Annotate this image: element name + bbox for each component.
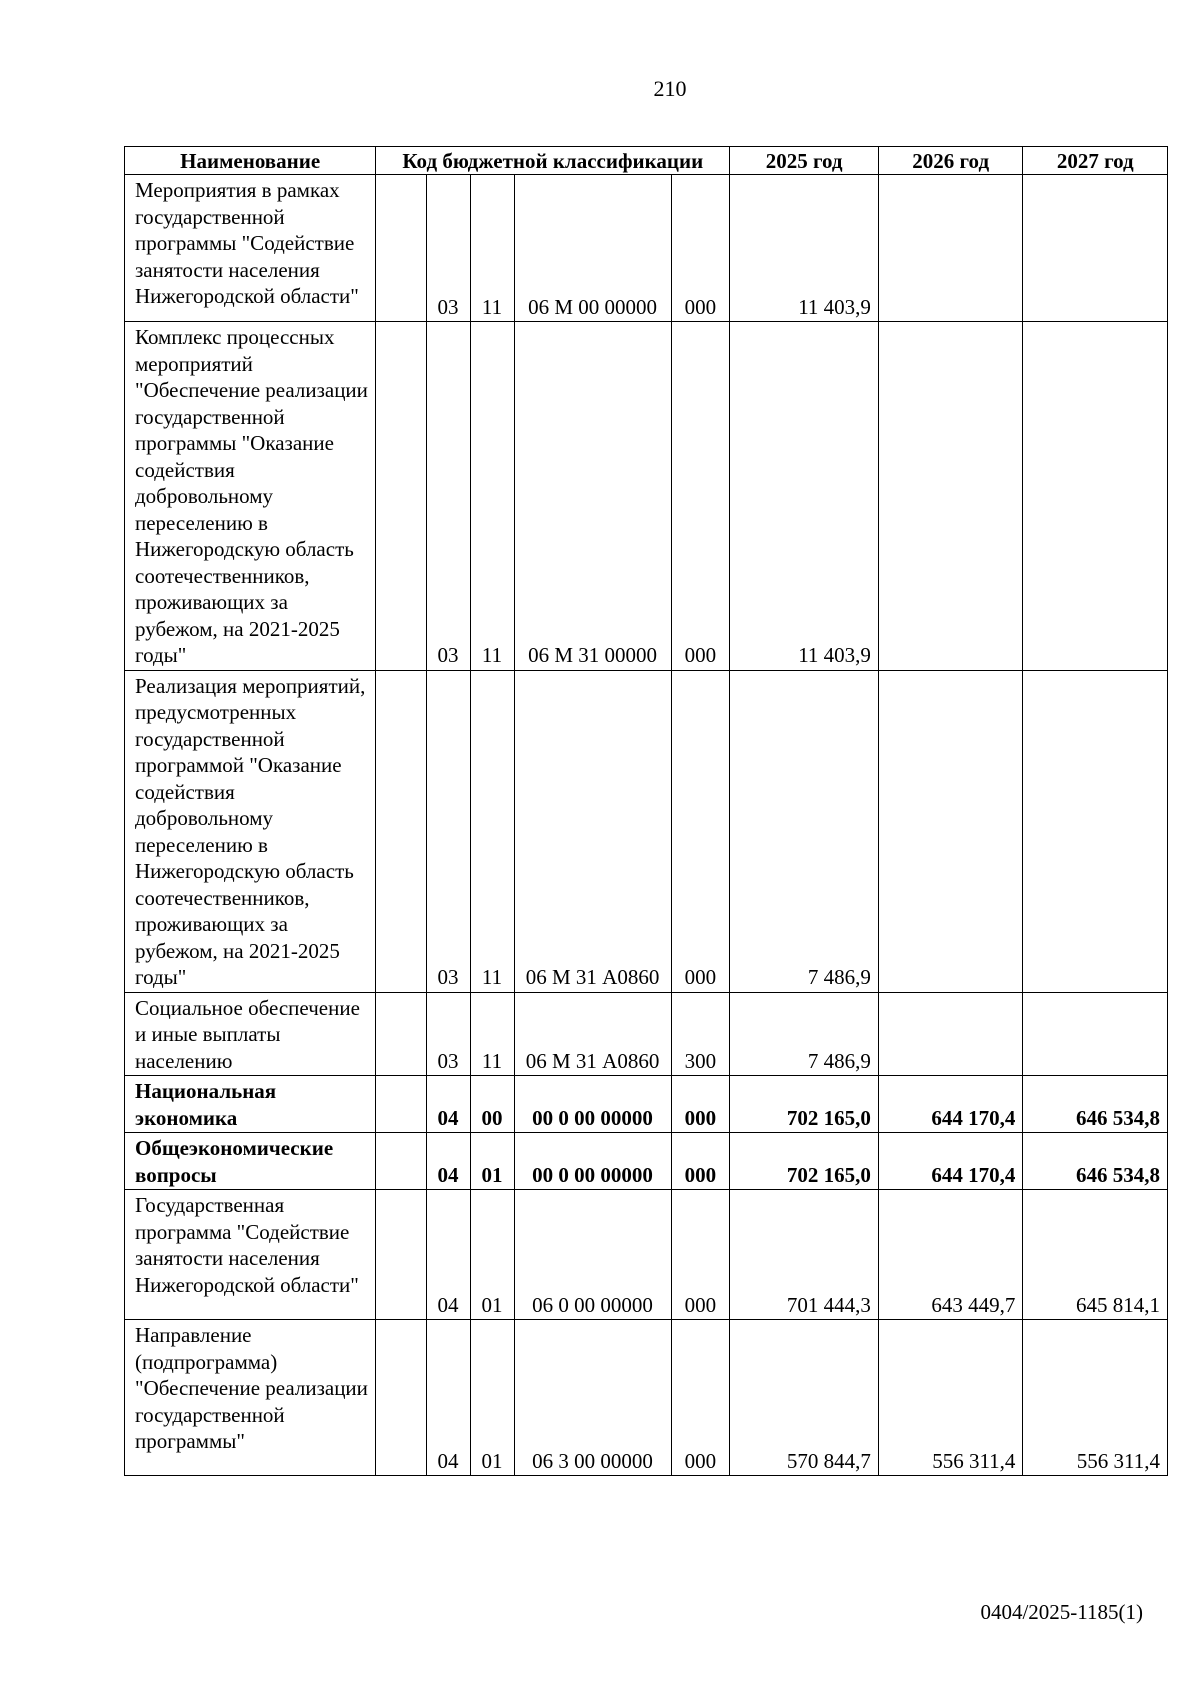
row-subsection: 01 [470, 1133, 514, 1190]
row-2025: 11 403,9 [730, 175, 879, 322]
row-section: 03 [426, 322, 470, 671]
row-target: 06 М 31 00000 [514, 322, 671, 671]
row-target: 00 0 00 00000 [514, 1133, 671, 1190]
table-row [125, 1076, 1168, 1133]
row-2025: 7 486,9 [730, 992, 879, 1076]
table-row [125, 670, 1168, 992]
row-subsection: 11 [470, 670, 514, 992]
row-section: 04 [426, 1133, 470, 1190]
row-subsection: 11 [470, 992, 514, 1076]
header-2027: 2027 год [1023, 147, 1168, 175]
row-2027 [1023, 322, 1168, 671]
header-code: Код бюджетной классификации [376, 147, 730, 175]
row-expense-type: 000 [671, 1076, 730, 1133]
row-2027: 646 534,8 [1023, 1076, 1168, 1133]
row-target: 06 3 00 00000 [514, 1320, 671, 1476]
row-target: 06 0 00 00000 [514, 1190, 671, 1320]
row-2027: 646 534,8 [1023, 1133, 1168, 1190]
row-expense-type: 000 [671, 670, 730, 992]
row-expense-type: 000 [671, 175, 730, 322]
row-2025: 7 486,9 [730, 670, 879, 992]
header-2026: 2026 год [878, 147, 1023, 175]
row-blank [376, 1133, 426, 1190]
row-2026: 644 170,4 [878, 1076, 1023, 1133]
table-row [125, 1320, 1168, 1476]
row-2027 [1023, 670, 1168, 992]
row-2025: 702 165,0 [730, 1076, 879, 1133]
row-blank [376, 175, 426, 322]
row-section: 03 [426, 175, 470, 322]
row-section: 04 [426, 1076, 470, 1133]
row-name: Государственная программа "Содействие занятости населения Нижегородской области" [125, 1190, 376, 1320]
document-code: 0404/2025-1185(1) [980, 1600, 1143, 1624]
row-name: Национальная экономика [125, 1076, 376, 1133]
table-row [125, 1133, 1168, 1190]
table-row [125, 175, 1168, 322]
row-2026 [878, 322, 1023, 671]
row-2026: 643 449,7 [878, 1190, 1023, 1320]
row-name: Комплекс процессных мероприятий "Обеспечение реализации государственной программы "Оказание содействия добровольному переселению в Нижегородскую область соотечественников, проживающих за рубежом, на 2021-2025 годы" [125, 322, 376, 671]
row-target: 06 М 31 А0860 [514, 670, 671, 992]
header-name: Наименование [125, 147, 376, 175]
row-2025: 701 444,3 [730, 1190, 879, 1320]
row-2025: 11 403,9 [730, 322, 879, 671]
page-number: 210 [653, 76, 687, 101]
row-target: 06 М 31 А0860 [514, 992, 671, 1076]
header-2025: 2025 год [730, 147, 879, 175]
row-name: Социальное обеспечение и иные выплаты населению [125, 992, 376, 1076]
row-target: 00 0 00 00000 [514, 1076, 671, 1133]
row-section: 03 [426, 670, 470, 992]
row-expense-type: 000 [671, 1320, 730, 1476]
row-2026: 556 311,4 [878, 1320, 1023, 1476]
row-2027: 645 814,1 [1023, 1190, 1168, 1320]
row-2027 [1023, 992, 1168, 1076]
table-row [125, 1190, 1168, 1320]
row-expense-type: 000 [671, 1190, 730, 1320]
row-blank [376, 322, 426, 671]
row-expense-type: 000 [671, 1133, 730, 1190]
row-expense-type: 300 [671, 992, 730, 1076]
row-2027: 556 311,4 [1023, 1320, 1168, 1476]
row-2025: 702 165,0 [730, 1133, 879, 1190]
table-header-row [125, 147, 1168, 175]
row-blank [376, 992, 426, 1076]
row-2026: 644 170,4 [878, 1133, 1023, 1190]
row-blank [376, 1190, 426, 1320]
row-blank [376, 670, 426, 992]
table-row [125, 322, 1168, 671]
row-section: 04 [426, 1320, 470, 1476]
row-expense-type: 000 [671, 322, 730, 671]
row-name: Направление (подпрограмма) "Обеспечение реализации государственной программы" [125, 1320, 376, 1476]
row-blank [376, 1076, 426, 1133]
row-section: 04 [426, 1190, 470, 1320]
row-target: 06 М 00 00000 [514, 175, 671, 322]
row-subsection: 01 [470, 1320, 514, 1476]
row-subsection: 11 [470, 175, 514, 322]
row-subsection: 11 [470, 322, 514, 671]
row-2026 [878, 992, 1023, 1076]
row-subsection: 00 [470, 1076, 514, 1133]
row-2026 [878, 175, 1023, 322]
row-subsection: 01 [470, 1190, 514, 1320]
row-section: 03 [426, 992, 470, 1076]
row-name: Общеэкономические вопросы [125, 1133, 376, 1190]
row-name: Мероприятия в рамках государственной программы "Содействие занятости населения Нижегородской области" [125, 175, 376, 322]
row-2025: 570 844,7 [730, 1320, 879, 1476]
row-2026 [878, 670, 1023, 992]
table-row [125, 992, 1168, 1076]
row-name: Реализация мероприятий, предусмотренных государственной программой "Оказание содействия добровольному переселению в Нижегородскую область соотечественников, проживающих за рубежом, на 2021-2025 годы" [125, 670, 376, 992]
row-2027 [1023, 175, 1168, 322]
budget-table [124, 146, 1168, 1476]
row-blank [376, 1320, 426, 1476]
